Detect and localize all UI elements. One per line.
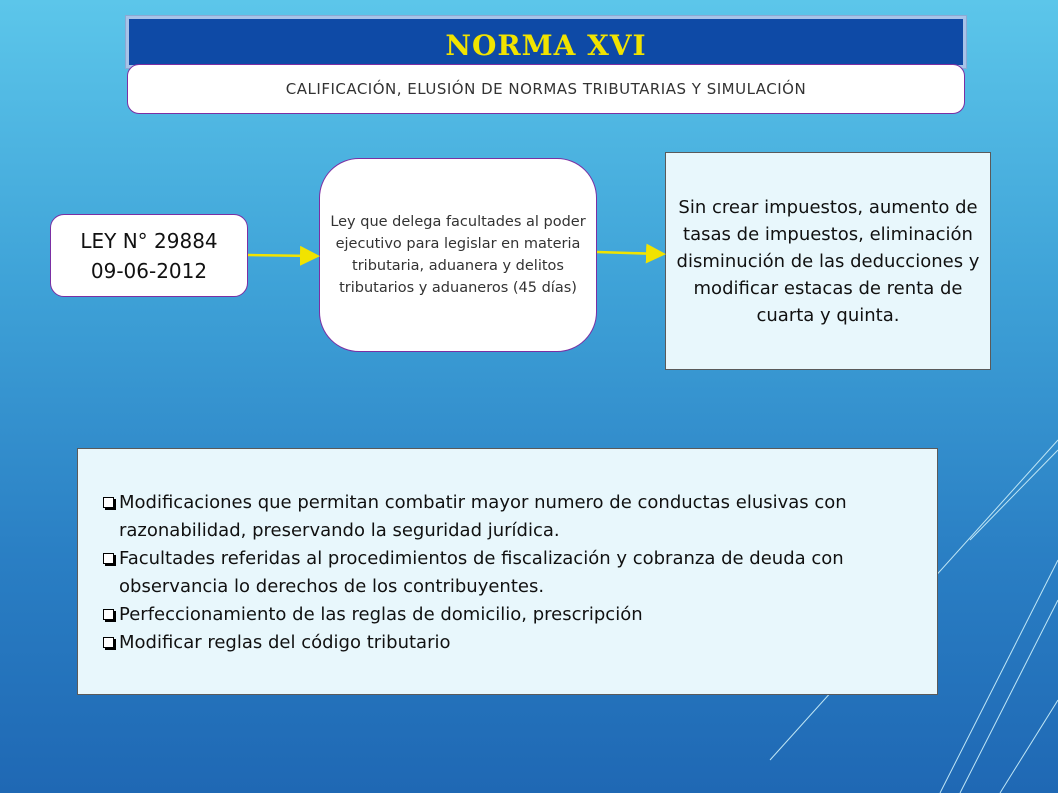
square-bullet-icon [103,637,114,648]
arrow-law-to-delegation [248,255,315,256]
law-number: LEY N° 29884 [80,228,218,253]
law-date: 09-06-2012 [90,258,208,283]
subtitle: CALIFICACIÓN, ELUSIÓN DE NORMAS TRIBUTARIAS Y SIMULACIÓN [285,80,807,98]
arrow-delegation-to-result [597,252,661,254]
measures-list [103,489,917,657]
delegation-text: Ley que delega facultades al poder ejecutivo para legislar en materia tributaria, aduanera y delitos tributarios y aduaneros (45 días) [330,214,586,296]
square-bullet-icon [103,609,114,620]
list-item: Modificar reglas del código tributario [103,629,917,657]
list-item: Perfeccionamiento de las reglas de domicilio, prescripción [103,601,917,629]
measures-list-box [77,448,938,695]
list-item: Modificaciones que permitan combatir mayor numero de conductas elusivas con razonabilidad, preservando la seguridad jurídica. [103,489,917,545]
square-bullet-icon [103,497,114,508]
list-item: Facultades referidas al procedimientos de fiscalización y cobranza de deuda con observancia lo derechos de los contribuyentes. [103,545,917,601]
page-title: NORMA XVI [445,29,647,62]
square-bullet-icon [103,553,114,564]
result-text: Sin crear impuestos, aumento de tasas de impuestos, eliminación disminución de las deducciones y modificar estacas de renta de cuarta y quinta. [676,196,980,326]
